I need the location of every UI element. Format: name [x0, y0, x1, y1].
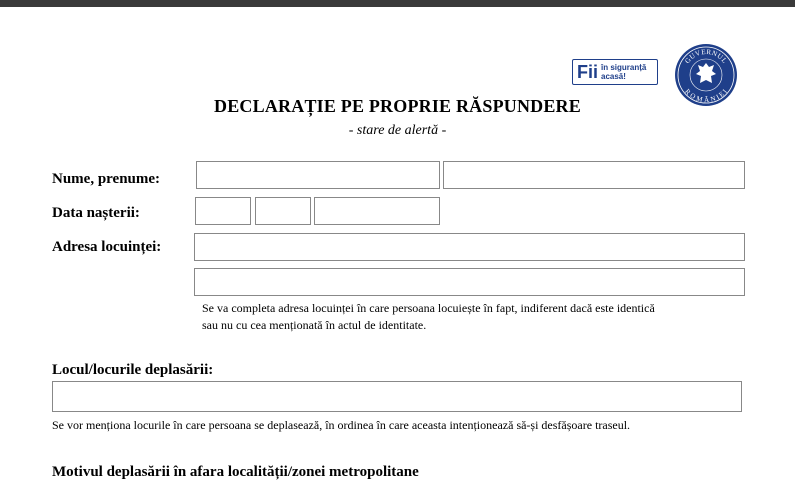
logo-main-text: Fii [577, 62, 598, 82]
address-field-line-1[interactable] [194, 233, 745, 261]
viewer-top-bar [0, 0, 795, 7]
name-label: Nume, prenume: [52, 171, 161, 187]
page-title: DECLARAȚIE PE PROPRIE RĂSPUNDERE [214, 96, 581, 116]
logo-small-text [601, 63, 646, 81]
page-subtitle: - stare de alertă - [348, 123, 447, 138]
address-note-line-2: sau nu cu cea menționată în actul de identitate. [202, 318, 427, 332]
address-label: Adresa locuinței: [52, 239, 162, 255]
places-field[interactable] [52, 381, 742, 412]
places-note: Se vor menționa locurile în care persoana se deplasează, în ordinea în care aceasta intenționează să-și desfășoare traseul. [52, 418, 631, 432]
address-field-line-2[interactable] [194, 268, 745, 296]
birth-date-label: Data nașterii: [52, 205, 140, 221]
last-name-field[interactable] [196, 161, 440, 189]
birth-day-field[interactable] [195, 197, 251, 225]
seal-bottom-text: ROMÂNIEI [683, 87, 730, 105]
first-name-field[interactable] [443, 161, 745, 189]
address-note-line-1: Se va completa adresa locuinței în care persoana locuiește în fapt, indiferent dacă este identică [202, 301, 655, 315]
address-note [202, 300, 747, 334]
seal-top-text: GUVERNUL [683, 47, 729, 66]
places-label: Locul/locurile deplasării: [52, 362, 214, 378]
logo-line-2: acasă! [601, 72, 626, 81]
travel-reason-label-partial: Motivul deplasării în afara localității/zonei metropolitane [52, 464, 419, 480]
birth-month-field[interactable] [255, 197, 311, 225]
birth-year-field[interactable] [314, 197, 440, 225]
fii-in-siguranta-logo [572, 59, 658, 85]
logo-line-1: în siguranță [601, 63, 647, 72]
